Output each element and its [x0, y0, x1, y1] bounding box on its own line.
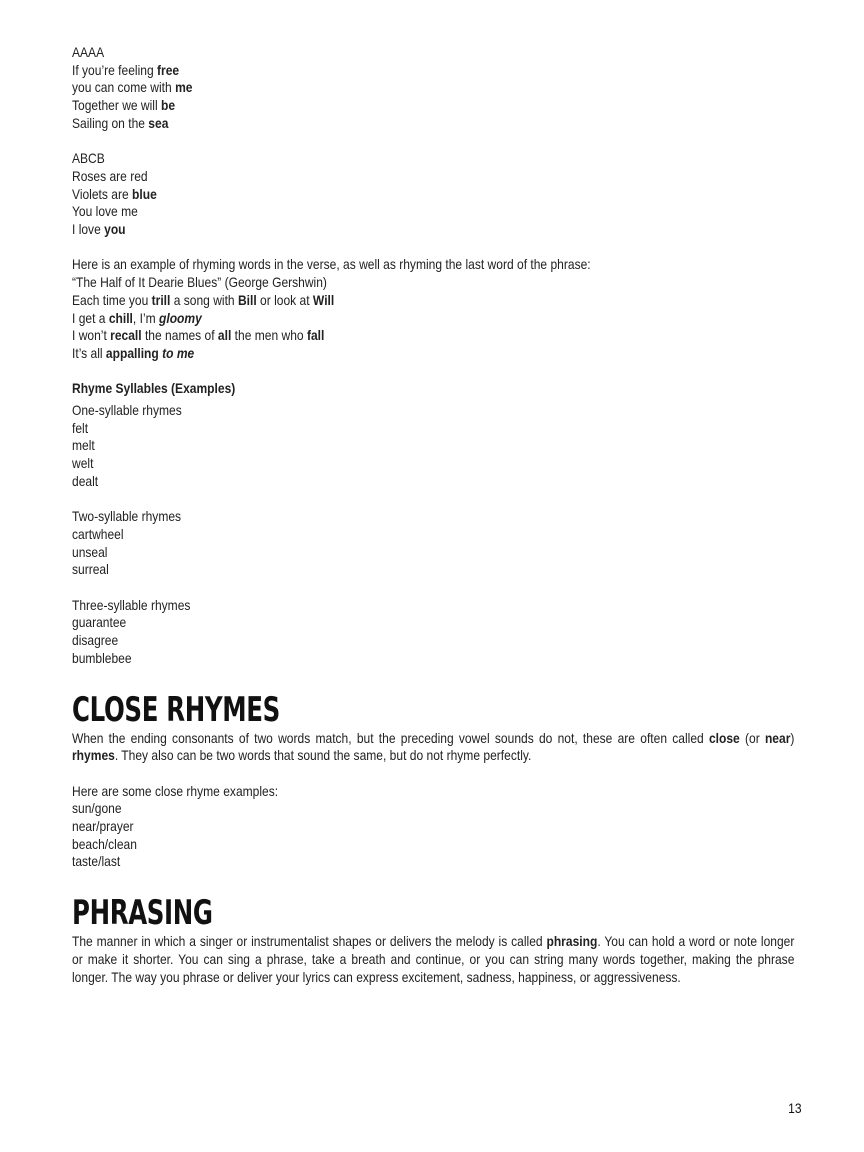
- close-rhyme-example: sun/gone: [72, 800, 122, 817]
- rhyme-syllables: [72, 380, 796, 667]
- group-label: Two-syllable rhymes: [72, 508, 182, 525]
- example-word: bumblebee: [72, 649, 132, 666]
- example-word: guarantee: [72, 614, 127, 631]
- example-word: disagree: [72, 632, 119, 649]
- example-word: welt: [72, 455, 94, 472]
- scheme-aaaa: [72, 44, 796, 133]
- lyric-line: Sailing on the sea: [72, 114, 169, 131]
- lyric-line: I get a chill, I’m gloomy: [72, 309, 202, 326]
- example-word: unseal: [72, 543, 108, 560]
- close-rhyme-example: taste/last: [72, 853, 121, 870]
- close-rhyme-example: near/prayer: [72, 818, 134, 835]
- example-word: felt: [72, 419, 89, 436]
- example-word: cartwheel: [72, 525, 124, 542]
- example-word: melt: [72, 437, 95, 454]
- example-word: dealt: [72, 472, 99, 489]
- lyric-line: I won’t recall the names of all the men who fall: [72, 327, 325, 344]
- scheme-abcb: [72, 150, 796, 239]
- scheme-label: AAAA: [72, 44, 105, 60]
- examples-intro: Here are some close rhyme examples:: [72, 782, 279, 799]
- lyric-line: Together we will be: [72, 97, 176, 114]
- group-label: One-syllable rhymes: [72, 402, 182, 419]
- subheading: Rhyme Syllables (Examples): [72, 380, 236, 397]
- section-title-close-rhymes: CLOSE RHYMES: [72, 689, 280, 730]
- lyric-line: Each time you trill a song with Bill or look at Will: [72, 291, 335, 308]
- lyric-line: Violets are blue: [72, 185, 157, 202]
- gershwin-example: [72, 256, 796, 362]
- lyric-line: Roses are red: [72, 167, 148, 184]
- song-source: “The Half of It Dearie Blues” (George Gershwin): [72, 274, 327, 291]
- syllable-group-one: [72, 402, 796, 491]
- lyric-line: You love me: [72, 203, 138, 220]
- syllable-group-two: [72, 508, 796, 579]
- close-rhyme-example: beach/clean: [72, 835, 137, 852]
- section-title-phrasing: PHRASING: [72, 893, 213, 934]
- lyric-line: you can come with me: [72, 79, 193, 96]
- lyric-line: It’s all appalling to me: [72, 344, 195, 361]
- group-label: Three-syllable rhymes: [72, 596, 191, 613]
- close-rhymes-paragraph: When the ending consonants of two words match, but the preceding vowel sounds do not, these are often called close (or near) rhymes. They also can be two words that sound the same, but do not rhyme perfectly.: [72, 729, 795, 764]
- phrasing-paragraph: The manner in which a singer or instrumentalist shapes or delivers the melody is called phrasing. You can hold a word or note longer or make it shorter. You can sing a phrase, take a breath and continue, or you can string many words together, making the phrase longer. The way you phrase or deliver your lyrics can express excitement, sadness, happiness, or aggressiveness.: [72, 933, 795, 985]
- example-intro: Here is an example of rhyming words in the verse, as well as rhyming the last word of the phrase:: [72, 256, 591, 273]
- example-word: surreal: [72, 561, 109, 578]
- scheme-label: ABCB: [72, 150, 105, 167]
- lyric-line: If you’re feeling free: [72, 61, 180, 78]
- page-number: 13: [788, 1100, 802, 1116]
- lyric-line: I love you: [72, 221, 126, 238]
- syllable-group-three: [72, 597, 796, 668]
- page-body: [72, 44, 796, 986]
